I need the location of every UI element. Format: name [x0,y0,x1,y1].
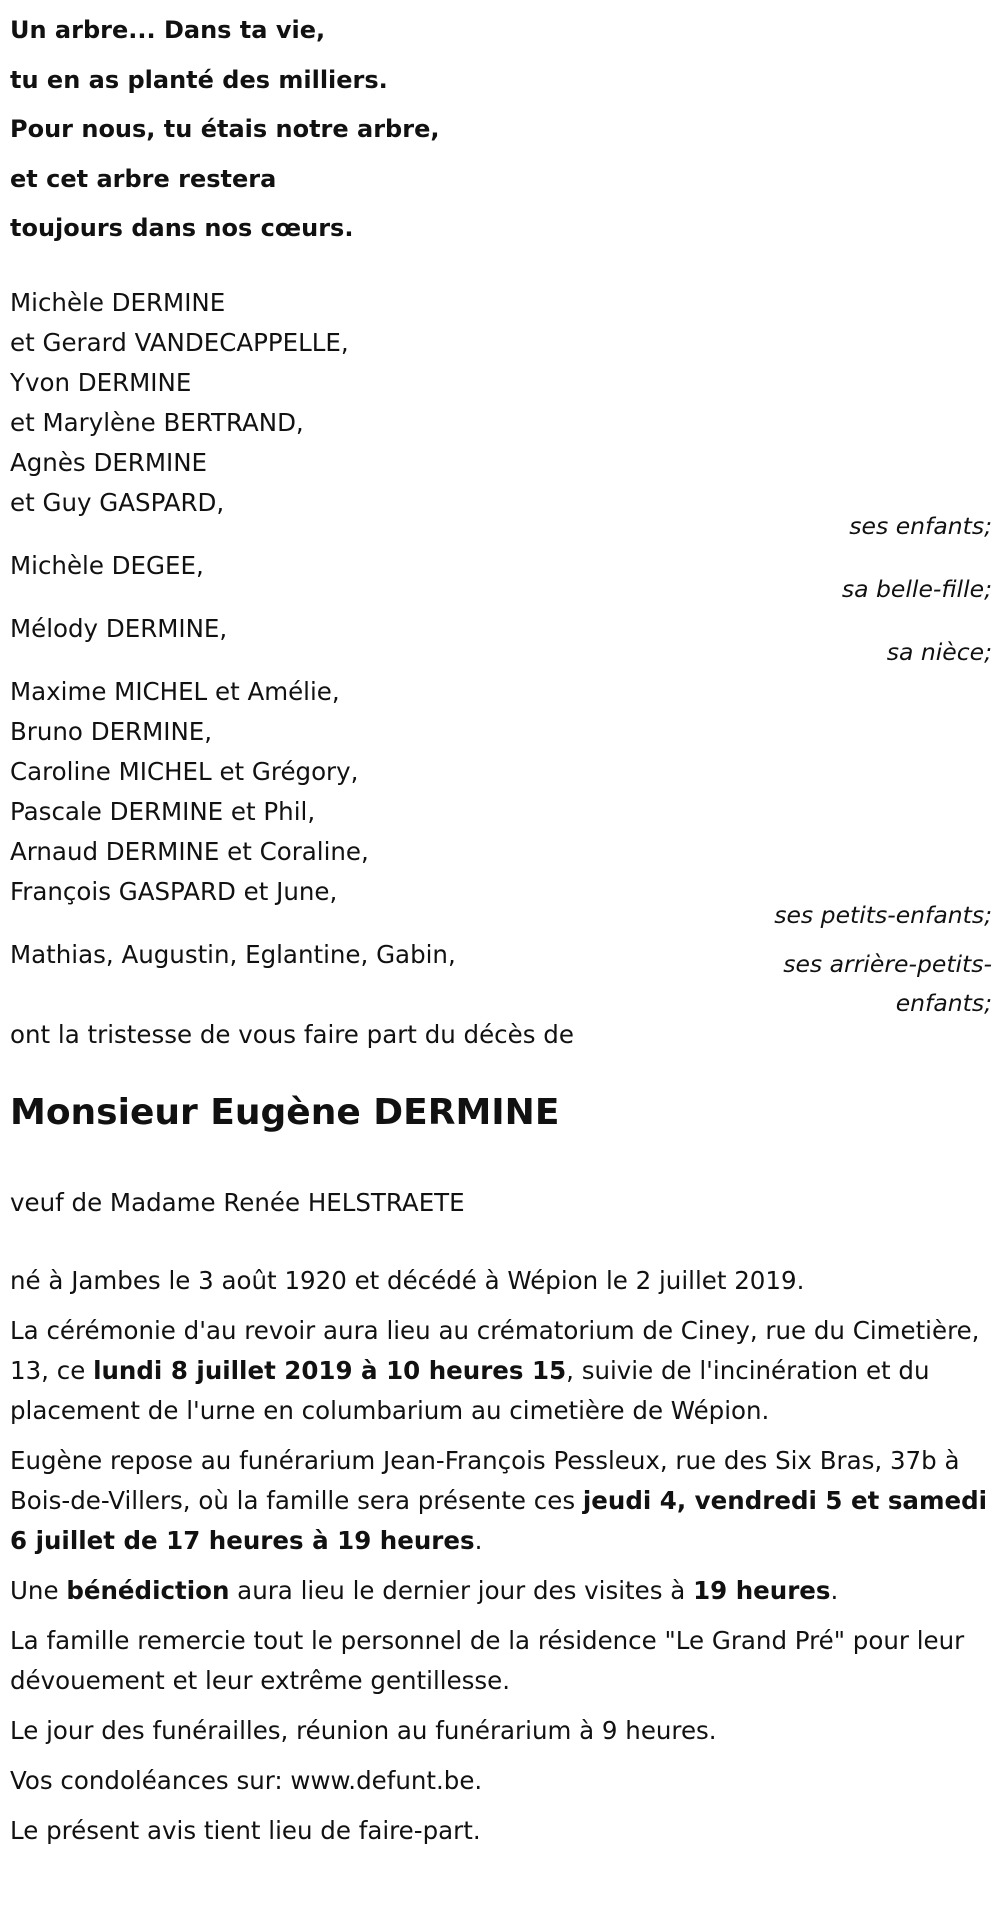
family-group-niece [10,609,1000,666]
family-group-daughter-in-law [10,546,1000,603]
relation-label: ses arrière-petits-enfants; [783,950,992,1017]
visitation-paragraph [10,1441,995,1561]
ceremony-text: La cérémonie d'au revoir aura lieu au crématorium de Ciney, rue du Cimetière, 13, ce [10,1316,980,1385]
family-name: Bruno DERMINE, [10,717,213,746]
poem-line: toujours dans nos cœurs. [10,214,354,242]
poem-line: et cet arbre restera [10,164,277,193]
poem-line: Pour nous, tu étais notre arbre, [10,115,440,143]
blessing-time: 19 heures [693,1576,831,1605]
family-name: Arnaud DERMINE et Coraline, [10,837,369,866]
deceased-name: Monsieur Eugène DERMINE [10,1092,560,1133]
family-name: et Marylène BERTRAND, [10,408,304,437]
family-name: et Gerard VANDECAPPELLE, [10,328,349,357]
relation-label: ses enfants; [849,511,992,540]
condolences-paragraph: Vos condoléances sur: www.defunt.be. [10,1766,483,1795]
notice-paragraph: Le présent avis tient lieu de faire-part. [10,1816,481,1845]
family-list [10,283,1000,1017]
poem-line: tu en as planté des milliers. [10,65,388,94]
funeral-details [10,1261,995,1861]
family-name: et Guy GASPARD, [10,488,225,517]
visitation-text: . [474,1526,483,1555]
thanks-paragraph: La famille remercie tout le personnel de la résidence "Le Grand Pré" pour leur dévouement et leur extrême gentillesse. [10,1626,965,1695]
family-name: Michèle DEGEE, [10,551,204,580]
family-group-great-grandchildren [10,935,1000,1017]
poem-line: Un arbre... Dans ta vie, [10,16,326,44]
ceremony-paragraph [10,1311,995,1431]
family-name: Mathias, Augustin, Eglantine, Gabin, [10,940,456,969]
family-group-children [10,283,1000,540]
family-group-grandchildren [10,672,1000,929]
family-name: Maxime MICHEL et Amélie, [10,677,340,706]
family-name: Caroline MICHEL et Grégory, [10,757,359,786]
family-name: Pascale DERMINE et Phil, [10,797,316,826]
birth-death-paragraph: né à Jambes le 3 août 1920 et décédé à Wépion le 2 juillet 2019. [10,1266,805,1295]
family-name: François GASPARD et June, [10,877,338,906]
family-name: Mélody DERMINE, [10,614,228,643]
poem [10,6,439,254]
widow-line: veuf de Madame Renée HELSTRAETE [10,1188,465,1217]
family-name: Michèle DERMINE [10,288,226,317]
blessing-text: Une [10,1576,67,1605]
relation-label: sa nièce; [886,637,992,666]
announcement-intro: ont la tristesse de vous faire part du décès de [10,1020,574,1049]
ceremony-date: lundi 8 juillet 2019 à 10 heures 15 [93,1356,567,1385]
blessing-text: . [830,1576,839,1605]
ceremony-text: , suivie de l'incinération et du placement de l'urne en columbarium au cimetière de Wépion. [10,1356,930,1425]
relation-label: sa belle-fille; [841,574,992,603]
visitation-dates: jeudi 4, vendredi 5 et samedi 6 juillet de 17 heures à 19 heures [10,1486,988,1555]
family-name: Yvon DERMINE [10,368,192,397]
blessing-keyword: bénédiction [66,1576,230,1605]
funeral-day-paragraph: Le jour des funérailles, réunion au funérarium à 9 heures. [10,1716,717,1745]
blessing-paragraph [10,1571,995,1611]
blessing-text: aura lieu le dernier jour des visites à [229,1576,694,1605]
family-name: Agnès DERMINE [10,448,208,477]
visitation-text: Eugène repose au funérarium Jean-François Pessleux, rue des Six Bras, 37b à Bois-de-Villers, où la famille sera présente ces [10,1446,960,1515]
relation-label: ses petits-enfants; [774,900,992,929]
